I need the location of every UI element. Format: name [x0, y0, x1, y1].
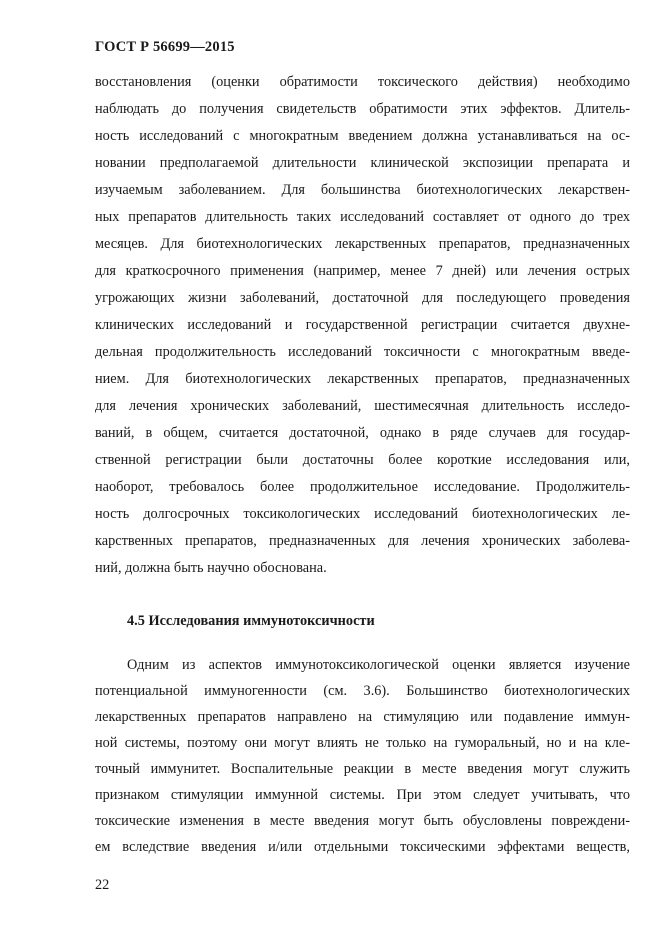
text-line: изучаемым заболеванием. Для большинства биотехнологических лекарствен- [95, 182, 630, 198]
text-line: нием. Для биотехнологических лекарственных препаратов, предназначенных [95, 371, 630, 387]
text-line: Одним из аспектов иммунотоксикологической оценки является изучение [127, 657, 630, 673]
text-line: новании предполагаемой длительности клинической экспозиции препарата и [95, 155, 630, 171]
text-line: потенциальной иммуногенности (см. 3.6). Большинство биотехнологических [95, 683, 630, 699]
text-line: ность долгосрочных токсикологических исследований биотехнологических ле- [95, 506, 630, 522]
text-line: ных препаратов длительность таких исследований составляет от одного до трех [95, 209, 630, 225]
text-line: для лечения хронических заболеваний, шестимесячная длительность исследо- [95, 398, 630, 414]
text-line: признаком стимуляции иммунной системы. При этом следует учитывать, что [95, 787, 630, 803]
text-line: клинических исследований и государственной регистрации считается двухне- [95, 317, 630, 333]
text-line: токсические изменения в месте введения могут быть обусловлены повреждени- [95, 813, 630, 829]
text-line: ной системы, поэтому они могут влиять не только на гуморальный, но и на кле- [95, 735, 630, 751]
text-line: для краткосрочного применения (например, менее 7 дней) или лечения острых [95, 263, 630, 279]
text-line: ность исследований с многократным введением должна устанавливаться на ос- [95, 128, 630, 144]
text-line: дельная продолжительность исследований токсичности с многократным введе- [95, 344, 630, 360]
text-line: ственной регистрации были достаточны более короткие исследования или, [95, 452, 630, 468]
text-line: лекарственных препаратов направлено на стимуляцию или подавление иммун- [95, 709, 630, 725]
text-line: ем вследствие введения и/или отдельными токсическими эффектами веществ, [95, 839, 630, 855]
text-line: карственных препаратов, предназначенных для лечения хронических заболева- [95, 533, 630, 549]
page-number: 22 [95, 877, 110, 893]
section-heading: 4.5 Исследования иммунотоксичности [127, 613, 375, 629]
text-line: ваний, в общем, считается достаточной, однако в ряде случаев для государ- [95, 425, 630, 441]
text-line: ний, должна быть научно обоснована. [95, 560, 327, 576]
text-line: наоборот, требовалось более продолжительное исследование. Продолжитель- [95, 479, 630, 495]
text-line: угрожающих жизни заболеваний, достаточной для последующего проведения [95, 290, 630, 306]
document-header: ГОСТ Р 56699—2015 [95, 39, 235, 55]
text-line: точный иммунитет. Воспалительные реакции в месте введения могут служить [95, 761, 630, 777]
text-line: месяцев. Для биотехнологических лекарственных препаратов, предназначенных [95, 236, 630, 252]
text-line: наблюдать до получения свидетельств обратимости этих эффектов. Длитель- [95, 101, 630, 117]
text-line: восстановления (оценки обратимости токсического действия) необходимо [95, 74, 630, 90]
